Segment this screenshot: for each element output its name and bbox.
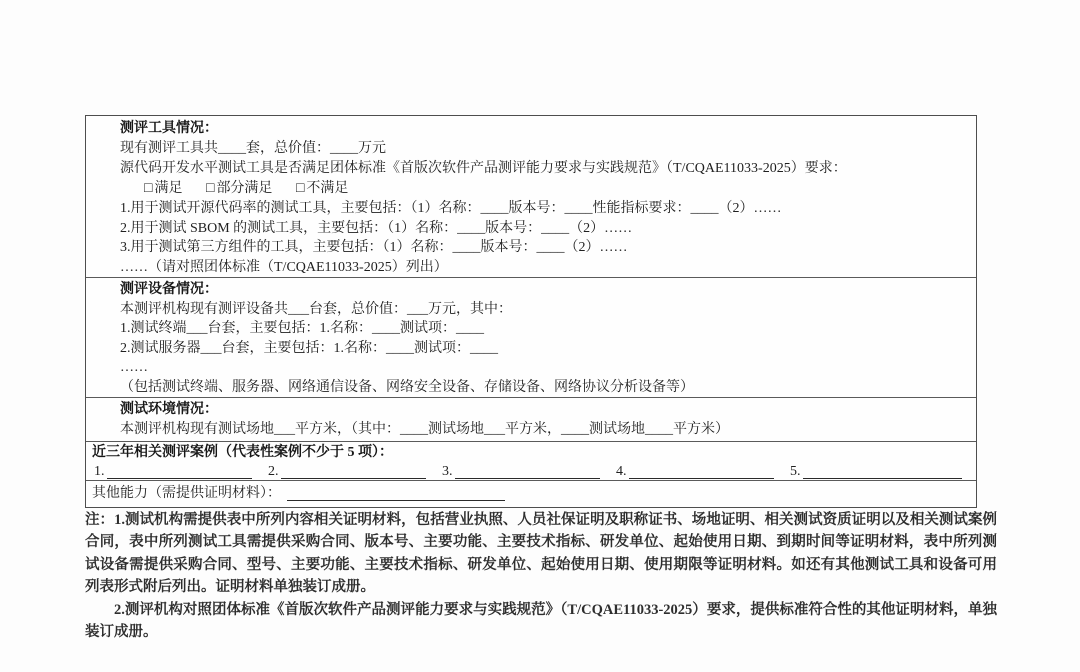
equipment-server-line: 2.测试服务器___台套，主要包括：1.名称：____测试项：____ [120, 340, 498, 356]
checkbox-option-partially-satisfied[interactable] [206, 179, 272, 199]
case-blank-field-5[interactable] [803, 465, 963, 479]
checkbox-label: 不满足 [306, 180, 349, 196]
checkbox-label: 满足 [154, 180, 183, 196]
evaluation-capability-table [85, 115, 977, 508]
checkbox-option-satisfied[interactable] [144, 179, 182, 199]
evaluation-tools-title: 测评工具情况： [120, 121, 218, 136]
tool-item-sbom: 2.用于测试 SBOM 的测试工具，主要包括：（1）名称：____版本号：____（2）…… [120, 220, 633, 236]
case-number: 3. [442, 464, 453, 479]
note-paragraph-1: 注：1.测试机构需提供表中所列内容相关证明材料，包括营业执照、人员社保证明及职称证书、场地证明、相关测试资质证明以及相关测试案例合同，表中所列测试工具需提供采购合同、版本号、主要功能、主要技术指标、研发单位、起始使用日期、到期时间等证明材料，表中所列测试设备需提供采购合同、型号、主要功能、主要技术指标、研发单位、起始使用日期、使用期限等证明材料。如还有其他测试工具和设备可用列表形式附后列出。证明材料单独装订成册。 [85, 512, 997, 596]
tools-standard-line: 源代码开发水平测试工具是否满足团体标准《首版次软件产品测评能力要求与实践规范》（T/CQAE11033-2025）要求： [120, 160, 847, 176]
case-blank-field-2[interactable] [281, 465, 427, 479]
case-number: 4. [616, 464, 627, 479]
evaluation-cases-title: 近三年相关测评案例（代表性案例不少于 5 项）： [92, 445, 393, 460]
tool-item-third-party: 3.用于测试第三方组件的工具，主要包括：（1）名称：____版本号：____（2）…… [120, 240, 628, 256]
case-item-1 [94, 462, 268, 481]
test-environment-title: 测试环境情况： [120, 402, 218, 417]
case-number: 1. [94, 464, 105, 479]
tool-item-opensource-rate: 1.用于测试开源代码率的测试工具，主要包括：（1）名称：____版本号：____性能指标要求：____（2）…… [120, 200, 782, 216]
case-item-5 [790, 462, 964, 481]
case-item-4 [616, 462, 790, 481]
case-blank-field-3[interactable] [455, 465, 601, 479]
other-capability-label: 其他能力（需提供证明材料）： [92, 486, 281, 501]
checkbox-icon[interactable]: □ [205, 180, 215, 196]
standard-satisfaction-checkbox-group [120, 179, 968, 199]
other-capability-blank-field[interactable] [287, 487, 505, 501]
checkbox-label: 部分满足 [216, 180, 273, 196]
case-item-2 [268, 462, 442, 481]
notes-block [85, 509, 997, 643]
case-blank-field-4[interactable] [629, 465, 775, 479]
other-capability-line [92, 484, 968, 503]
case-item-3 [442, 462, 616, 481]
section-other-capability [86, 481, 976, 507]
equipment-terminal-line: 1.测试终端___台套，主要包括：1.名称：____测试项：____ [120, 321, 484, 337]
evaluation-equipment-title: 测评设备情况： [120, 282, 218, 297]
section-evaluation-cases [86, 442, 976, 481]
case-number: 5. [790, 464, 801, 479]
environment-area-line: 本测评机构现有测试场地___平方米，（其中：____测试场地___平方米，____测试场地____平方米） [120, 422, 729, 438]
checkbox-icon[interactable]: □ [144, 180, 153, 196]
section-evaluation-tools [86, 116, 976, 278]
tools-reference-line: ……（请对照团体标准（T/CQAE11033-2025）列出） [120, 260, 448, 276]
equipment-ellipsis-line: …… [120, 360, 148, 376]
checkbox-icon[interactable]: □ [295, 180, 305, 196]
section-test-environment [86, 398, 976, 442]
section-evaluation-equipment [86, 278, 976, 398]
checkbox-option-not-satisfied[interactable] [296, 179, 348, 199]
note-paragraph-2: 2.测评机构对照团体标准《首版次软件产品测评能力要求与实践规范》（T/CQAE11033-2025）要求，提供标准符合性的其他证明材料，单独装订成册。 [85, 601, 997, 641]
case-blank-list [92, 462, 968, 481]
case-blank-field-1[interactable] [107, 465, 253, 479]
tools-count-line: 现有测评工具共____套，总价值：____万元 [120, 140, 386, 156]
case-number: 2. [268, 464, 279, 479]
equipment-scope-line: （包括测试终端、服务器、网络通信设备、网络安全设备、存储设备、网络协议分析设备等） [120, 379, 694, 395]
equipment-count-line: 本测评机构现有测评设备共___台套，总价值：___万元，其中： [120, 301, 512, 317]
